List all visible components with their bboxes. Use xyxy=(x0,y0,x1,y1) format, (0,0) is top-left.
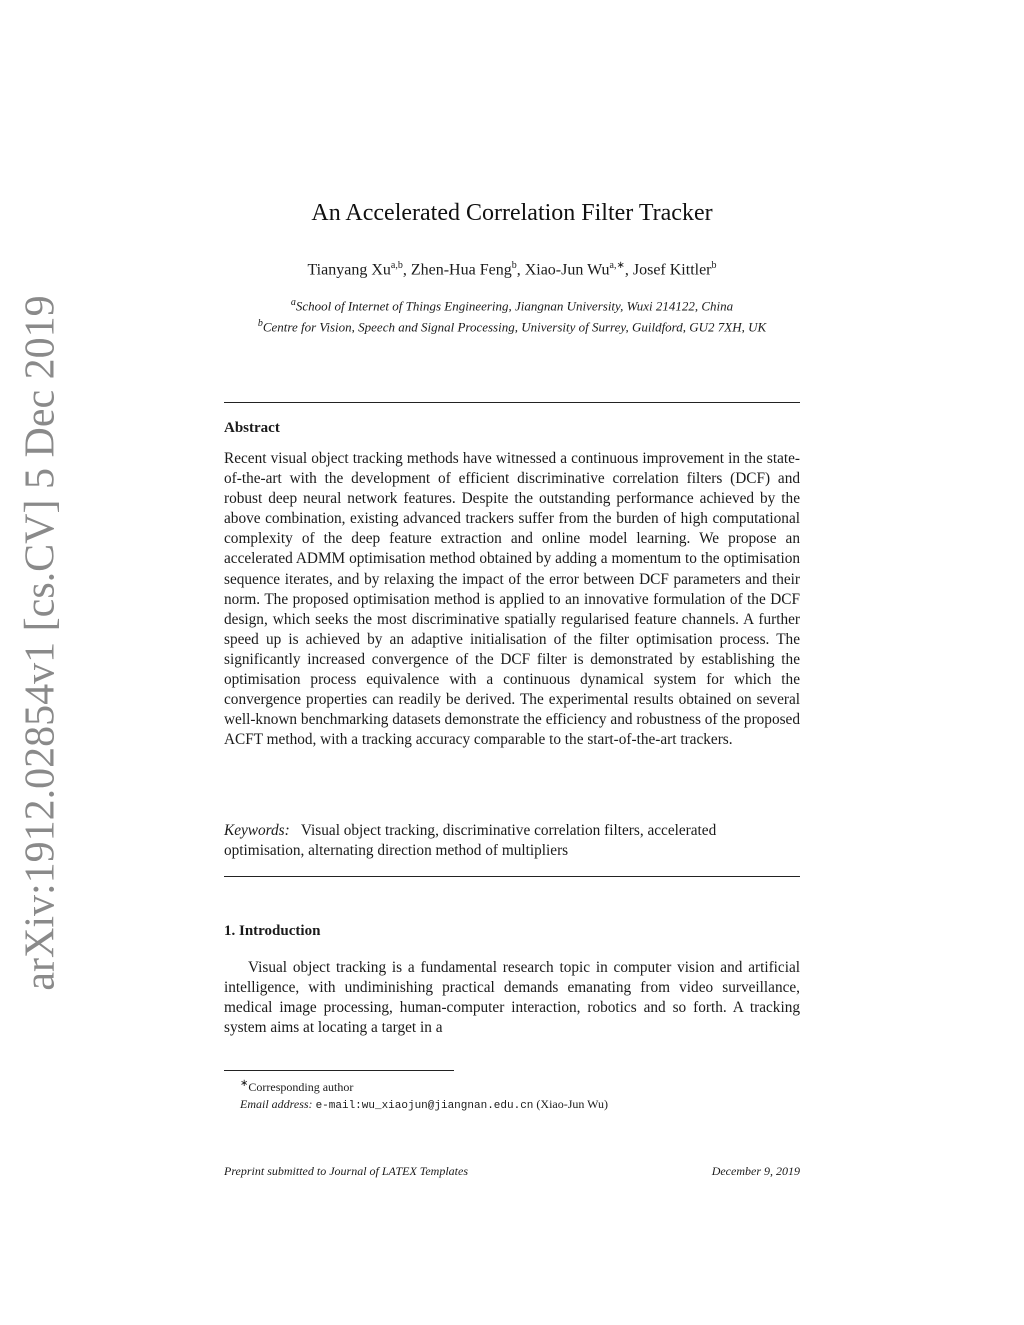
email-address: e-mail:wu_xiaojun@jiangnan.edu.cn xyxy=(315,1100,534,1112)
author-name: Tianyang Xu xyxy=(307,261,391,279)
abstract-heading: Abstract xyxy=(224,420,280,436)
affiliation-b xyxy=(224,315,800,336)
email-owner: (Xiao-Jun Wu) xyxy=(536,1097,609,1111)
affil-text: Centre for Vision, Speech and Signal Processing, University of Surrey, Guildford, GU2 7XH, UK xyxy=(262,319,767,335)
footnote xyxy=(224,1075,800,1115)
affiliations xyxy=(224,294,800,337)
section-heading: 1. Introduction xyxy=(224,923,321,939)
top-divider xyxy=(224,402,800,403)
corresponding-text: Corresponding author xyxy=(248,1080,354,1094)
affil-text: School of Internet of Things Engineering, Jiangnan University, Wuxi 214122, China xyxy=(295,298,734,314)
keywords-label: Keywords: xyxy=(224,822,290,839)
email-label: Email address: xyxy=(240,1097,313,1111)
author-name: Xiao-Jun Wu xyxy=(524,261,610,279)
affil-mark: a xyxy=(290,297,296,308)
affil-mark: b xyxy=(257,318,263,330)
author-affil-mark: a,b xyxy=(390,260,403,271)
footer-journal: Preprint submitted to Journal of LATEX Templates xyxy=(224,1164,469,1178)
footnote-corresponding xyxy=(224,1075,800,1096)
arxiv-id-text: arXiv:1912.02854v1 [cs.CV] 5 Dec 2019 xyxy=(18,294,64,991)
footnote-email xyxy=(224,1096,800,1115)
author-list: Tianyang Xu$^{a,b}$, Zhen-Hua Feng$^b$, Xiao-Jun $Wu^{a,∗}$, Josef Kittler$^b$ xyxy=(307,260,717,279)
keywords xyxy=(224,821,800,861)
intro-paragraph: Visual object tracking is a fundamental research topic in computer vision and artificial intelligence, with undiminishing practical demands emanating from video surveillance, medical image processing, human-computer interaction, robotics and so forth. A tracking system aims at locating a target in a xyxy=(224,959,800,1037)
author-affil-mark: b xyxy=(511,260,517,271)
author-name: Zhen-Hua Feng xyxy=(410,261,512,279)
footnote-mark: ∗ xyxy=(240,1078,249,1089)
bottom-divider xyxy=(224,876,800,877)
paper-title: An Accelerated Correlation Filter Tracker xyxy=(311,200,713,226)
affiliation-a xyxy=(224,294,800,315)
author-affil-mark: b xyxy=(711,260,717,271)
author-affil-mark: a,∗ xyxy=(609,260,625,271)
abstract-body: Recent visual object tracking methods have witnessed a continuous improvement in the state-of-the-art with the development of efficient discriminative correlation filters (DCF) and robust deep neural network features. Despite the outstanding performance achieved by the above combination, existing advanced trackers suffer from the burden of high computational complexity of the deep feature extraction and online model learning. We propose an accelerated ADMM optimisation method obtained by adding a momentum to the optimisation sequence iterates, and by relaxing the impact of the error between DCF parameters and their norm. The proposed optimisation method is applied to an innovative formulation of the DCF design, which seeks the most discriminative spatially regularised feature channels. A further speed up is achieved by an adaptive initialisation of the filter optimisation process. The significantly increased convergence of the DCF filter is demonstrated by establishing the optimisation process equivalence with a continuous dynamical system for which the convergence properties can readily be derived. The experimental results obtained on several well-known benchmarking datasets demonstrate the efficiency and robustness of the proposed ACFT method, with a tracking accuracy comparable to the start-of-the-art trackers. xyxy=(224,450,800,749)
footer-date: December 9, 2019 xyxy=(711,1164,800,1178)
page-footer xyxy=(224,1164,800,1179)
footnote-divider xyxy=(224,1070,454,1071)
keywords-text: Visual object tracking, discriminative correlation filters, accelerated optimisation, alternating direction method of multipliers xyxy=(224,822,717,860)
arxiv-watermark xyxy=(6,294,76,991)
author-name: Josef Kittler xyxy=(632,261,712,279)
